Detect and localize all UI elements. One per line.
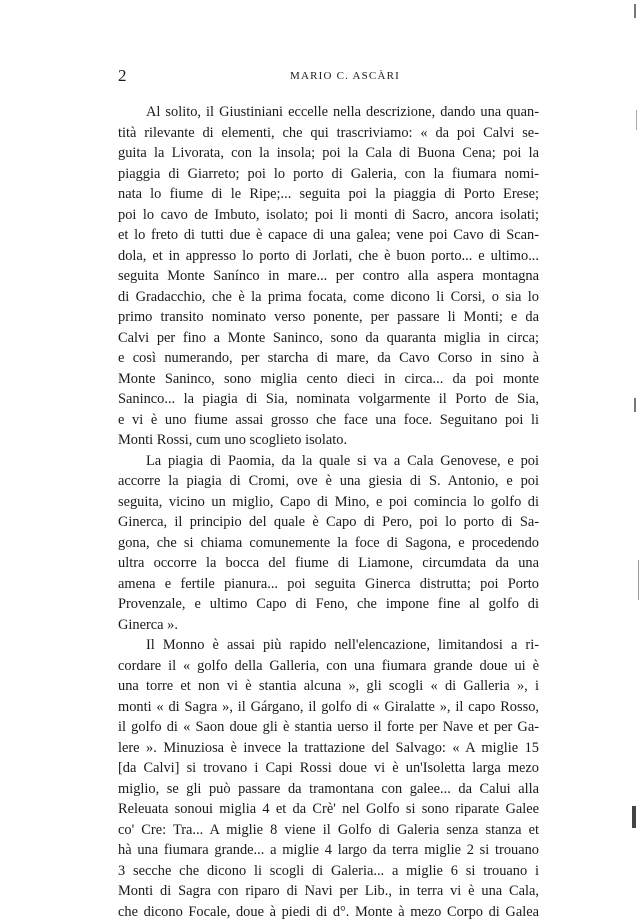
text-line: e così numerando, per starcha di mare, da Cavo Corso in sino à (118, 348, 539, 369)
text-line: tità rilevante di elementi, che qui trascriviamo: « da poi Calvi se- (118, 123, 539, 144)
text-line: amena e fertile pianura... poi seguita Ginerca distrutta; poi Porto (118, 574, 539, 595)
scan-mark (636, 110, 637, 130)
scan-mark (632, 806, 636, 828)
text-line: primo transito nominato verso ponente, per passare li Monti; e da (118, 307, 539, 328)
text-line: seguita Monte Sanínco in mare... per contro alla aspera montagna (118, 266, 539, 287)
text-line: Monte Saninco, sono miglia cento dieci in circa... da poi monte (118, 369, 539, 390)
paragraph-1 (118, 102, 539, 451)
running-head: MARIO C. ASCÀRI (290, 70, 400, 82)
text-line: e vi è uno fiume assai grosso che face una foce. Seguitano poi li (118, 410, 539, 431)
paragraph-2 (118, 451, 539, 636)
text-line: di Gradacchio, che è la prima focata, come dicono li Corsi, o sia lo (118, 287, 539, 308)
text-line: poi lo cavo de Imbuto, isolato; poi li monti di Sacro, ancora isolati; (118, 205, 539, 226)
text-line: guita la Livorata, con la insola; poi la Cala di Buona Cena; poi la (118, 143, 539, 164)
text-line: Monti Rossi, cum uno scoglieto isolato. (118, 430, 539, 451)
text-line: Saninco... la piagia di Sia, nominata volgarmente il Porto de Sia, (118, 389, 539, 410)
text-line: Releuata sonoui miglia 4 et da Crè' nel Golfo si sono riparate Galee (118, 799, 539, 820)
text-line: gona, che si chiama comunemente la foce di Sagona, e procedendo (118, 533, 539, 554)
text-line: et lo freto di tutti due è capace di una galea; vene poi Cavo di Scan- (118, 225, 539, 246)
text-line: che dicono Focale, doue à piedi di d°. Monte à mezo Corpo di Galea (118, 902, 539, 922)
paragraph-3 (118, 635, 539, 922)
text-line: dola, et in appresso lo porto di Jorlati, che è buon porto... e ultimo... (118, 246, 539, 267)
body-text (118, 102, 539, 922)
scan-mark (634, 398, 636, 412)
scan-mark (634, 4, 636, 18)
text-line: La piagia di Paomia, da la quale si va a Cala Genovese, e poi (118, 451, 539, 472)
text-line: ultra occorre la bocca del fiume di Liamone, circumdata da una (118, 553, 539, 574)
text-line: miglio, se gli può passare da tramontana con galee... da Calui alla (118, 779, 539, 800)
text-line: monti « di Sagra », il Gárgano, il golfo di « Giralatte », il capo Rosso, (118, 697, 539, 718)
text-line: il golfo di « Saon doue gli è stantia uerso il forte per Nave et per Ga- (118, 717, 539, 738)
text-line: hà una fiumara grande... a miglie 4 largo da terra miglie 2 si trouano (118, 840, 539, 861)
text-line: piaggia di Giarreto; poi lo porto di Galeria, con la fiumara nomi- (118, 164, 539, 185)
scan-mark (638, 560, 639, 600)
page-number: 2 (118, 66, 127, 86)
text-line: Provenzale, e ultimo Capo di Feno, che impone fine al golfo di (118, 594, 539, 615)
text-line: una torre et non vi è stantia alcuna », gli scogli « di Galleria », i (118, 676, 539, 697)
text-line: co' Cre: Tra... A miglie 8 viene il Golfo di Galeria senza stanza et (118, 820, 539, 841)
text-line: Ginerca ». (118, 615, 539, 636)
text-line: Monti di Sagra con riparo di Navi per Lib., in terra vi è una Cala, (118, 881, 539, 902)
text-line: seguita, vicino un miglio, Capo di Mino, e poi comincia lo golfo di (118, 492, 539, 513)
text-line: accorre la piagia di Cromi, ove è una giesia di S. Antonio, e poi (118, 471, 539, 492)
text-line: cordare il « golfo della Galleria, con una fiumara grande doue ui è (118, 656, 539, 677)
text-line: Calvi per fino a Monte Saninco, sono da quaranta miglia in circa; (118, 328, 539, 349)
text-line: Al solito, il Giustiniani eccelle nella descrizione, dando una quan- (118, 102, 539, 123)
text-line: 3 secche che dicono li scogli di Galeria... a miglie 6 si trouano i (118, 861, 539, 882)
page-header (118, 66, 539, 88)
text-line: Ginerca, il principio del quale è Capo di Pero, poi lo porto di Sa- (118, 512, 539, 533)
text-line: Il Monno è assai più rapido nell'elencazione, limitandosi a ri- (118, 635, 539, 656)
text-line: [da Calvi] si trovano i Capi Rossi doue vi è un'Isoletta larga mezo (118, 758, 539, 779)
text-line: nata lo fiume di le Ripe;... seguita poi la piaggia di Porto Erese; (118, 184, 539, 205)
text-line: lere ». Minuziosa è invece la trattazione del Salvago: « A miglie 15 (118, 738, 539, 759)
